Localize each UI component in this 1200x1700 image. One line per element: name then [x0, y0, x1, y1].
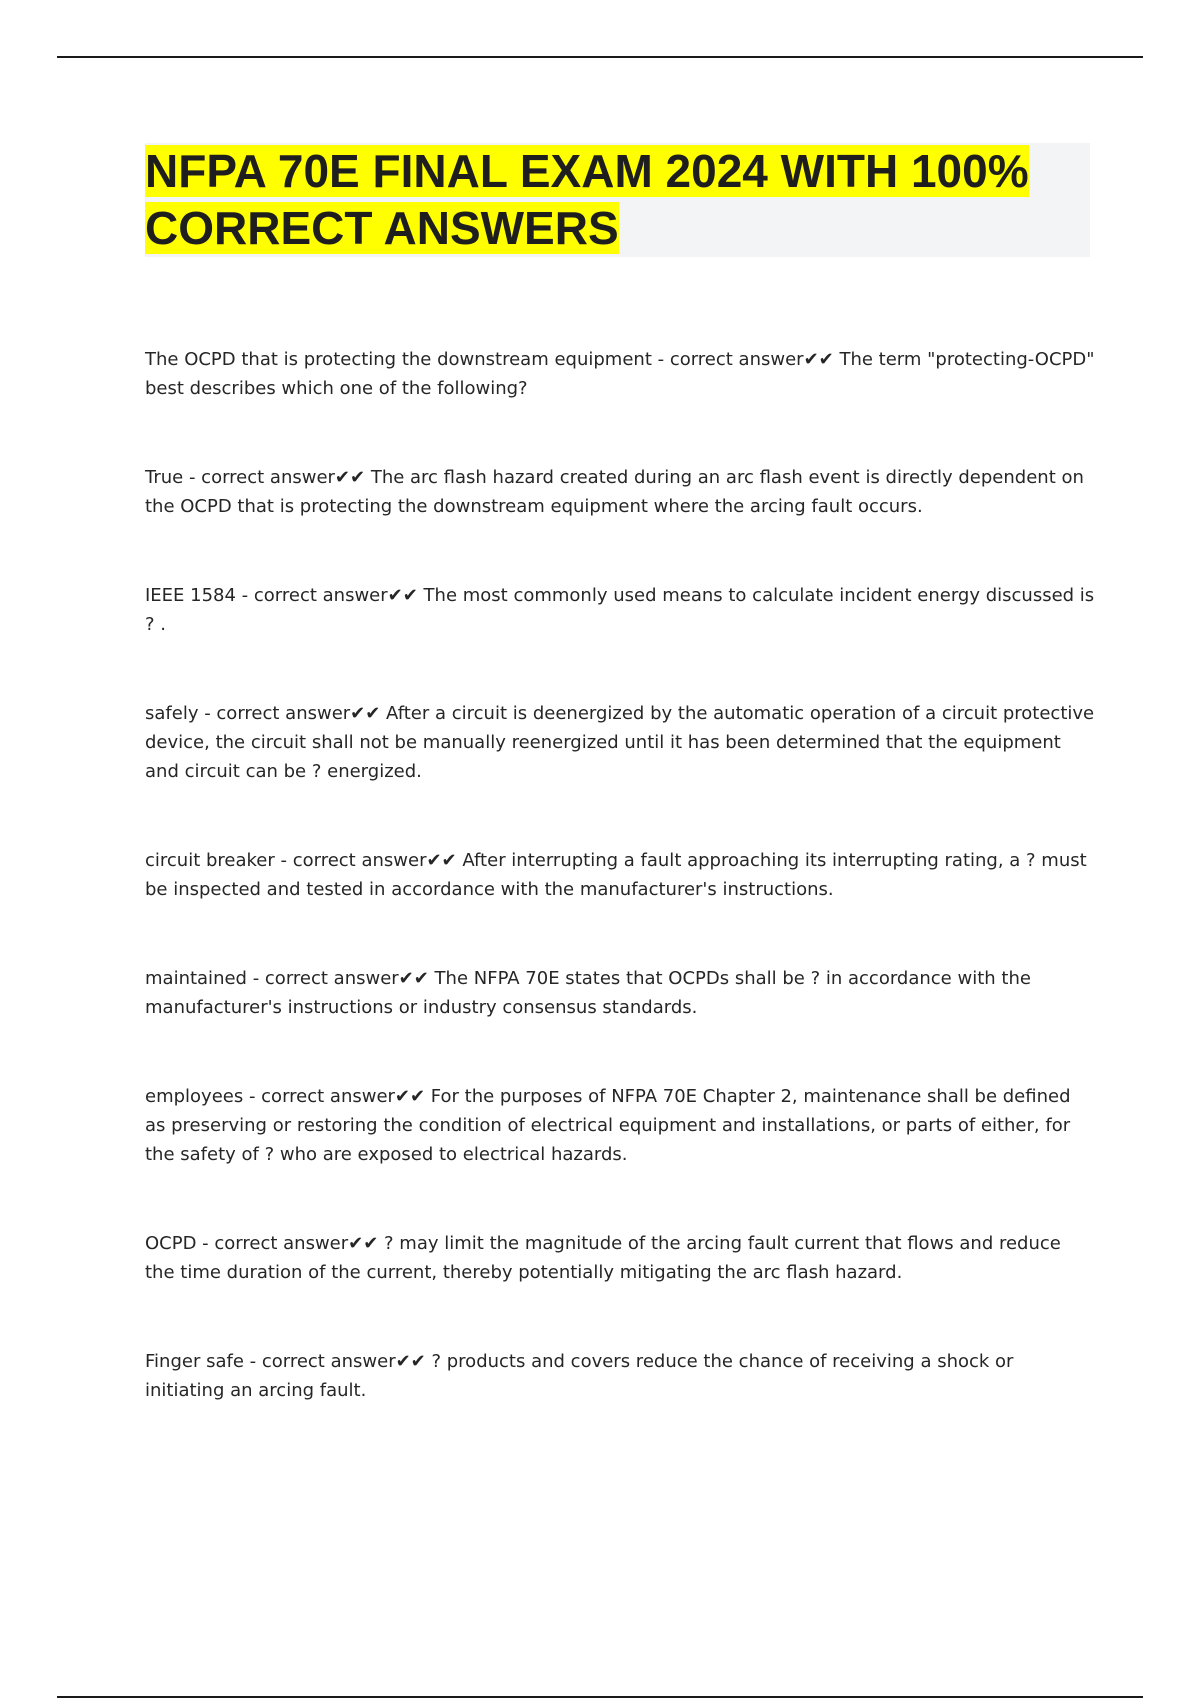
qa-item: safely - correct answer✔✔ After a circuit is deenergized by the automatic operation of a circuit protective device, the circuit shall not be manually reenergized until it has been determined that the equipment and circuit can be ? energized.: [145, 703, 1095, 782]
qa-item: Finger safe - correct answer✔✔ ? products and covers reduce the chance of receiving a shock or initiating an arcing fault.: [145, 1351, 1014, 1401]
qa-list: [145, 345, 1095, 1465]
top-rule: [57, 56, 1143, 58]
qa-item: True - correct answer✔✔ The arc flash hazard created during an arc flash event is directly dependent on the OCPD that is protecting the downstream equipment where the arcing fault occurs.: [145, 467, 1084, 517]
qa-item: OCPD - correct answer✔✔ ? may limit the magnitude of the arcing fault current that flows and reduce the time duration of the current, thereby potentially mitigating the arc flash hazard.: [145, 1233, 1061, 1283]
qa-item: IEEE 1584 - correct answer✔✔ The most commonly used means to calculate incident energy discussed is ? .: [145, 585, 1095, 635]
bottom-rule: [57, 1696, 1143, 1698]
qa-item: employees - correct answer✔✔ For the purposes of NFPA 70E Chapter 2, maintenance shall be defined as preserving or restoring the condition of electrical equipment and installations, or parts of either, for the safety of ? who are exposed to electrical hazards.: [145, 1086, 1071, 1165]
qa-item: maintained - correct answer✔✔ The NFPA 70E states that OCPDs shall be ? in accordance with the manufacturer's instructions or industry consensus standards.: [145, 968, 1031, 1018]
qa-item: circuit breaker - correct answer✔✔ After interrupting a fault approaching its interrupting rating, a ? must be inspected and tested in accordance with the manufacturer's instructions.: [145, 850, 1087, 900]
qa-item: The OCPD that is protecting the downstream equipment - correct answer✔✔ The term "protecting-OCPD" best describes which one of the following?: [145, 349, 1095, 399]
document-title: [145, 143, 1090, 257]
title-highlight: NFPA 70E FINAL EXAM 2024 WITH 100% CORRECT ANSWERS: [145, 145, 1029, 254]
title-block: [145, 143, 1090, 257]
